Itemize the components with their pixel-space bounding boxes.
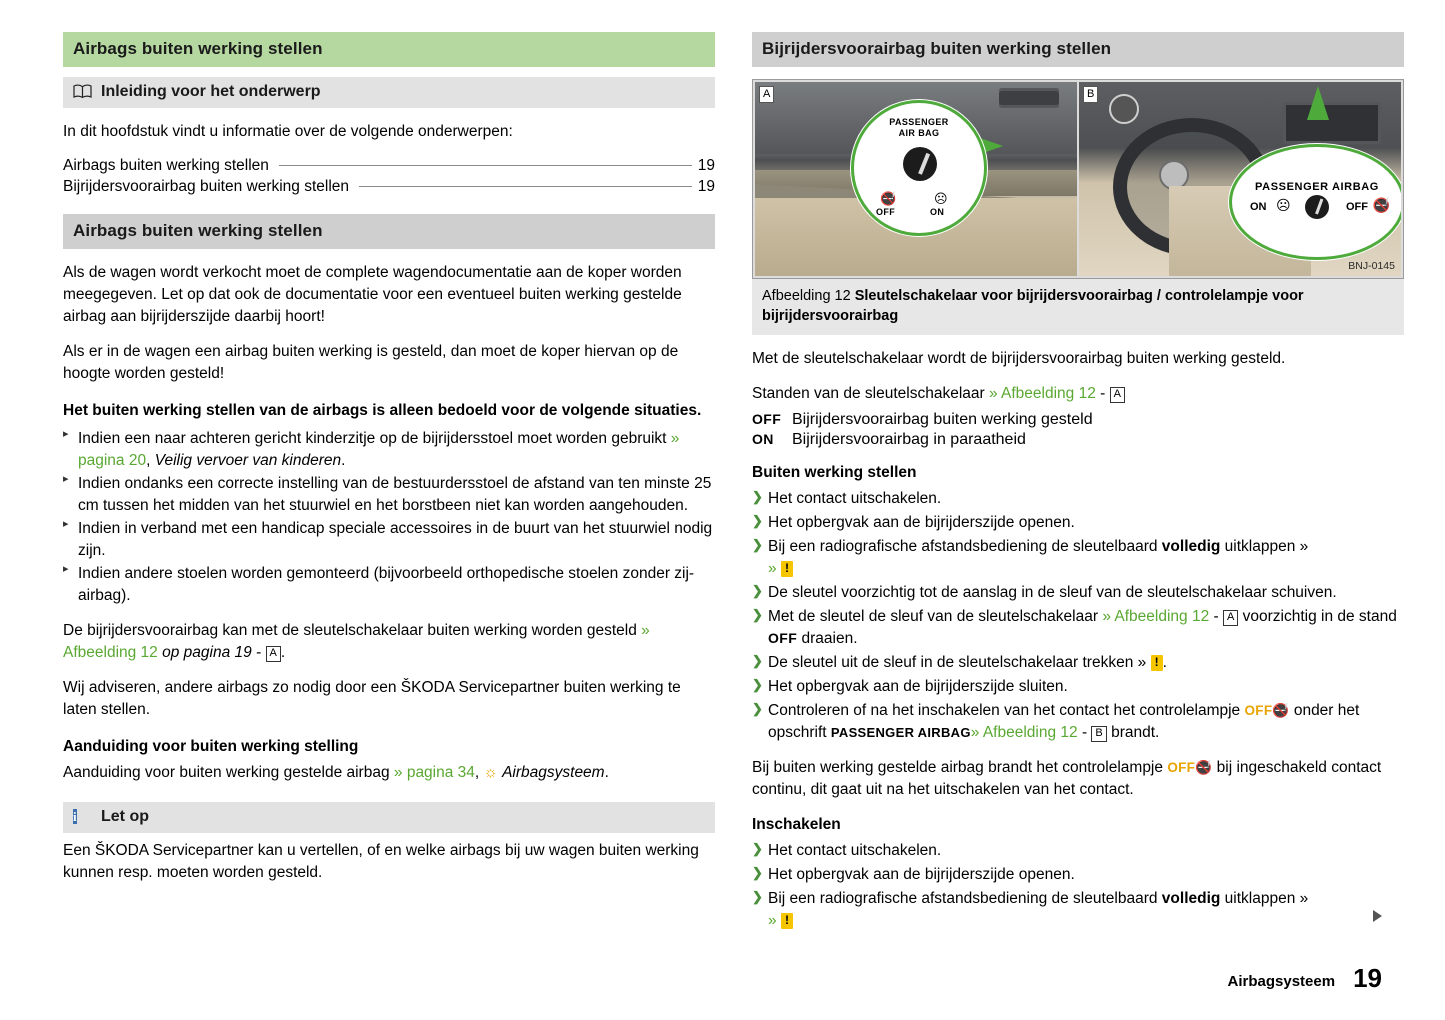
airbag-off-symbol-icon: 🚭 xyxy=(880,191,897,206)
switch-states-list xyxy=(752,411,1404,449)
callout-ref-a: A xyxy=(266,646,281,662)
state-key-off: OFF xyxy=(752,411,782,428)
warning-ref-arrow: » xyxy=(768,560,777,578)
indicator-sep: , xyxy=(474,763,484,781)
list-item xyxy=(63,518,715,562)
list-item xyxy=(752,700,1404,744)
left-column xyxy=(63,32,715,884)
step-text: Controleren of na het inschakelen van het contact het controlelampje xyxy=(768,702,1245,720)
step-text: De sleutel voorzichtig tot de aanslag in de sleuf van de sleutelschakelaar schuiven. xyxy=(768,584,1337,602)
intro-heading-label: Inleiding voor het onderwerp xyxy=(101,83,321,100)
figure-tag-b: B xyxy=(1083,86,1098,103)
list-item xyxy=(752,512,1404,534)
page-reference[interactable]: » pagina 34 xyxy=(393,763,475,781)
state-text-on: Bijrijdersvoorairbag in paraatheid xyxy=(792,431,1026,449)
indicator-italic: Airbagsysteem xyxy=(502,763,605,781)
indicator-text-pre: Aanduiding voor buiten werking gestelde airbag xyxy=(63,763,394,781)
list-item xyxy=(752,888,1404,932)
switch-label-passenger: PASSENGER xyxy=(889,117,949,127)
note-text: Een ŠKODA Servicepartner kan u vertellen, of en welke airbags bij uw wagen buiten werking kunnen resp. moeten worden gesteld. xyxy=(63,841,699,881)
figure-panel-b xyxy=(1079,82,1401,276)
section-heading-airbags-off: Airbags buiten werking stellen xyxy=(63,214,715,249)
list-item-italic: Veilig vervoer van kinderen xyxy=(154,451,342,469)
list-item xyxy=(752,582,1404,604)
paragraph-3-end: . xyxy=(280,643,286,661)
page-footer xyxy=(1228,963,1382,994)
figure-tag-a: A xyxy=(759,86,774,103)
intro-text: In dit hoofdstuk vindt u informatie over de volgende onderwerpen: xyxy=(63,123,513,140)
indicator-heading: Aanduiding voor buiten werking stelling xyxy=(63,737,359,755)
page-title-left: Airbags buiten werking stellen xyxy=(63,32,715,67)
p3-tail: bij ingeschakeld contact continu, dit gaat uit na het uitschakelen van het contact. xyxy=(752,759,1382,799)
paragraph-3-sep: - xyxy=(251,643,266,661)
indicator-end: . xyxy=(604,763,609,781)
airbag-off-lamp-icon: 🚭 xyxy=(1272,703,1290,719)
state-text-off: Bijrijdersvoorairbag buiten werking gesteld xyxy=(792,411,1093,429)
step-sep: - xyxy=(1209,608,1223,626)
list-item xyxy=(752,652,1404,674)
step-text: De sleutel uit de sleuf in de sleutelschakelaar trekken » xyxy=(768,654,1151,672)
lamp-off-label: OFF xyxy=(1346,201,1368,213)
passenger-airbag-label: PASSENGER AIRBAG xyxy=(830,725,971,741)
list-item xyxy=(63,563,715,607)
step-text: Het contact uitschakelen. xyxy=(768,841,942,859)
toc-page: 19 xyxy=(697,178,715,195)
right-paragraph-3 xyxy=(752,757,1404,801)
table-of-contents xyxy=(63,157,715,196)
step-bold: volledig xyxy=(1161,538,1221,556)
list-item-sep: , xyxy=(146,451,155,469)
step-post: uitklappen » xyxy=(1220,538,1309,556)
figure-reference[interactable]: » Afbeelding 12 xyxy=(63,621,650,661)
list-item-tail: . xyxy=(341,451,346,469)
paragraph-4: Wij adviseren, andere airbags zo nodig door een ŠKODA Servicepartner buiten werking te laten stellen. xyxy=(63,678,681,718)
indicator-lamp-callout xyxy=(1229,144,1401,260)
paragraph-1: Als de wagen wordt verkocht moet de complete wagendocumentatie aan de koper worden meegegeven. Let op dat ook de documentatie voor een eventueel buiten werking gestelde airbag aan bijrijderszijde daarbij hoort! xyxy=(63,264,682,325)
figure-caption-text: Sleutelschakelaar voor bijrijdersvoorairbag / controlelampje voor bijrijdersvoorairbag xyxy=(762,288,1304,324)
note-heading xyxy=(63,802,715,833)
step-post: voorzichtig in de stand xyxy=(1238,608,1397,626)
warning-icon: ! xyxy=(781,913,793,929)
callout-ref-a: A xyxy=(1110,387,1125,403)
info-icon: i xyxy=(73,809,77,825)
step-post: uitklappen » xyxy=(1220,889,1309,907)
switch-off-label: OFF xyxy=(876,207,896,217)
list-item xyxy=(752,864,1404,886)
step-sep: - xyxy=(1077,724,1092,742)
warning-icon: ! xyxy=(781,561,793,577)
bold-lead-situations: Het buiten werking stellen van de airbags is alleen bedoeld voor de volgende situaties. xyxy=(63,402,702,419)
list-item xyxy=(752,536,1404,580)
toc-label: Bijrijdersvoorairbag buiten werking stellen xyxy=(63,178,350,195)
continuation-marker-icon xyxy=(1373,910,1382,922)
figure-panel-a xyxy=(755,82,1077,276)
note-heading-label: Let op xyxy=(101,807,149,825)
step-text: Het opbergvak aan de bijrijderszijde sluiten. xyxy=(768,678,1068,696)
lamp-label-passenger-airbag: PASSENGER AIRBAG xyxy=(1255,181,1379,193)
step-text: Bij een radiografische afstandsbediening de sleutelbaard xyxy=(768,889,1162,907)
switch-positions-text: Standen van de sleutelschakelaar xyxy=(752,385,989,403)
callout-ref-a: A xyxy=(1223,610,1238,626)
airbag-on-icon: ☹ xyxy=(1276,197,1291,213)
step-text: Bij een radiografische afstandsbediening de sleutelbaard xyxy=(768,538,1162,556)
toc-row[interactable] xyxy=(63,178,715,196)
lamp-on-label: ON xyxy=(1250,201,1267,213)
toc-leader xyxy=(279,158,692,166)
warning-ref-arrow: » xyxy=(768,911,777,929)
key-switch-callout xyxy=(851,100,987,236)
indicator-text xyxy=(63,762,715,784)
switch-state-row xyxy=(752,431,1404,449)
warning-icon: ! xyxy=(1151,655,1163,671)
switch-positions-sep: - xyxy=(1095,385,1110,403)
page-title-right: Bijrijdersvoorairbag buiten werking stellen xyxy=(752,32,1404,67)
callout-tail-b xyxy=(1307,86,1329,120)
airbag-icon: ☼ xyxy=(483,763,498,781)
list-item xyxy=(752,840,1404,862)
toc-page: 19 xyxy=(697,157,715,174)
figure-caption-label: Afbeelding 12 xyxy=(762,288,851,304)
lamp-key-slot xyxy=(1305,195,1329,219)
airbag-on-symbol-icon: ☹ xyxy=(934,191,948,206)
key-slot[interactable] xyxy=(903,147,937,181)
switch-positions-line xyxy=(752,383,1404,405)
step-tail: . xyxy=(1162,654,1167,672)
list-item-text: Indien een naar achteren gericht kinderzitje op de bijrijdersstoel moet worden gebruikt xyxy=(78,429,671,447)
deactivate-heading: Buiten werking stellen xyxy=(752,464,917,482)
toc-label: Airbags buiten werking stellen xyxy=(63,157,269,174)
p3-text: Bij buiten werking gestelde airbag brandt het controlelampje xyxy=(752,759,1168,777)
off-lamp-symbol: OFF xyxy=(1167,760,1196,776)
list-item-text: Indien in verband met een handicap speciale accessoires in de buurt van het stuurwiel nodig zijn. xyxy=(78,519,713,559)
step-text: Met de sleutel de sleuf van de sleutelschakelaar xyxy=(768,608,1103,626)
list-item xyxy=(752,488,1404,510)
right-paragraph-1: Met de sleutelschakelaar wordt de bijrijdersvoorairbag buiten werking gesteld. xyxy=(752,350,1286,368)
switch-state-row xyxy=(752,411,1404,429)
activate-steps xyxy=(752,840,1404,932)
callout-ref-b: B xyxy=(1091,726,1106,742)
list-item-text: Indien ondanks een correcte instelling van de bestuurdersstoel de afstand van ten minste 25 cm tussen het midden van het stuurwiel en het borstbeen niet kan worden aangehouden. xyxy=(78,474,712,514)
step-tail: draaien. xyxy=(797,630,858,648)
figure-reference[interactable]: » Afbeelding 12 xyxy=(988,385,1096,403)
state-key-on: ON xyxy=(752,431,774,448)
step-text: Het contact uitschakelen. xyxy=(768,490,942,508)
paragraph-2: Als er in de wagen een airbag buiten werking is gesteld, dan moet de koper hiervan op de hoogte worden gesteld! xyxy=(63,343,679,382)
situations-list xyxy=(63,428,715,607)
deactivate-steps xyxy=(752,488,1404,744)
figure-reference[interactable]: » Afbeelding 12 xyxy=(1102,608,1210,626)
list-item xyxy=(63,473,715,517)
switch-label-airbag: AIR BAG xyxy=(898,128,940,138)
airbag-off-icon: 🚭 xyxy=(1372,197,1390,213)
right-column xyxy=(752,32,1404,934)
step-tail: brandt. xyxy=(1106,724,1160,742)
book-icon xyxy=(73,84,92,101)
list-item xyxy=(63,428,715,472)
footer-chapter: Airbagsysteem xyxy=(1227,973,1336,990)
toc-row[interactable] xyxy=(63,157,715,175)
paragraph-3 xyxy=(63,620,715,664)
intro-heading xyxy=(63,77,715,108)
list-item xyxy=(752,606,1404,650)
figure-12 xyxy=(752,79,1404,279)
figure-reference[interactable]: » Afbeelding 12 xyxy=(970,724,1078,742)
step-text: Het opbergvak aan de bijrijderszijde openen. xyxy=(768,865,1075,883)
step-text: Het opbergvak aan de bijrijderszijde openen. xyxy=(768,514,1075,532)
switch-on-label: ON xyxy=(930,207,945,217)
activate-heading: Inschakelen xyxy=(752,816,841,834)
toc-leader xyxy=(359,179,692,187)
step-mid: onder het opschrift xyxy=(768,702,1360,742)
off-lamp-symbol: OFF xyxy=(1244,703,1273,719)
list-item-text: Indien andere stoelen worden gemonteerd (bijvoorbeeld orthopedische stoelen zonder zij-airbag). xyxy=(78,564,695,604)
page-reference[interactable]: » pagina 20 xyxy=(78,429,680,469)
paragraph-3-italic: op pagina 19 xyxy=(157,643,252,661)
figure-caption xyxy=(752,279,1404,335)
airbag-off-lamp-icon: 🚭 xyxy=(1195,760,1213,776)
page-number: 19 xyxy=(1353,963,1382,993)
list-item xyxy=(752,676,1404,698)
figure-code: BNJ-0145 xyxy=(1348,260,1395,272)
state-key-off: OFF xyxy=(768,630,798,647)
step-bold: volledig xyxy=(1161,889,1221,907)
paragraph-3-text: De bijrijdersvoorairbag kan met de sleutelschakelaar buiten werking worden gesteld xyxy=(63,621,642,639)
